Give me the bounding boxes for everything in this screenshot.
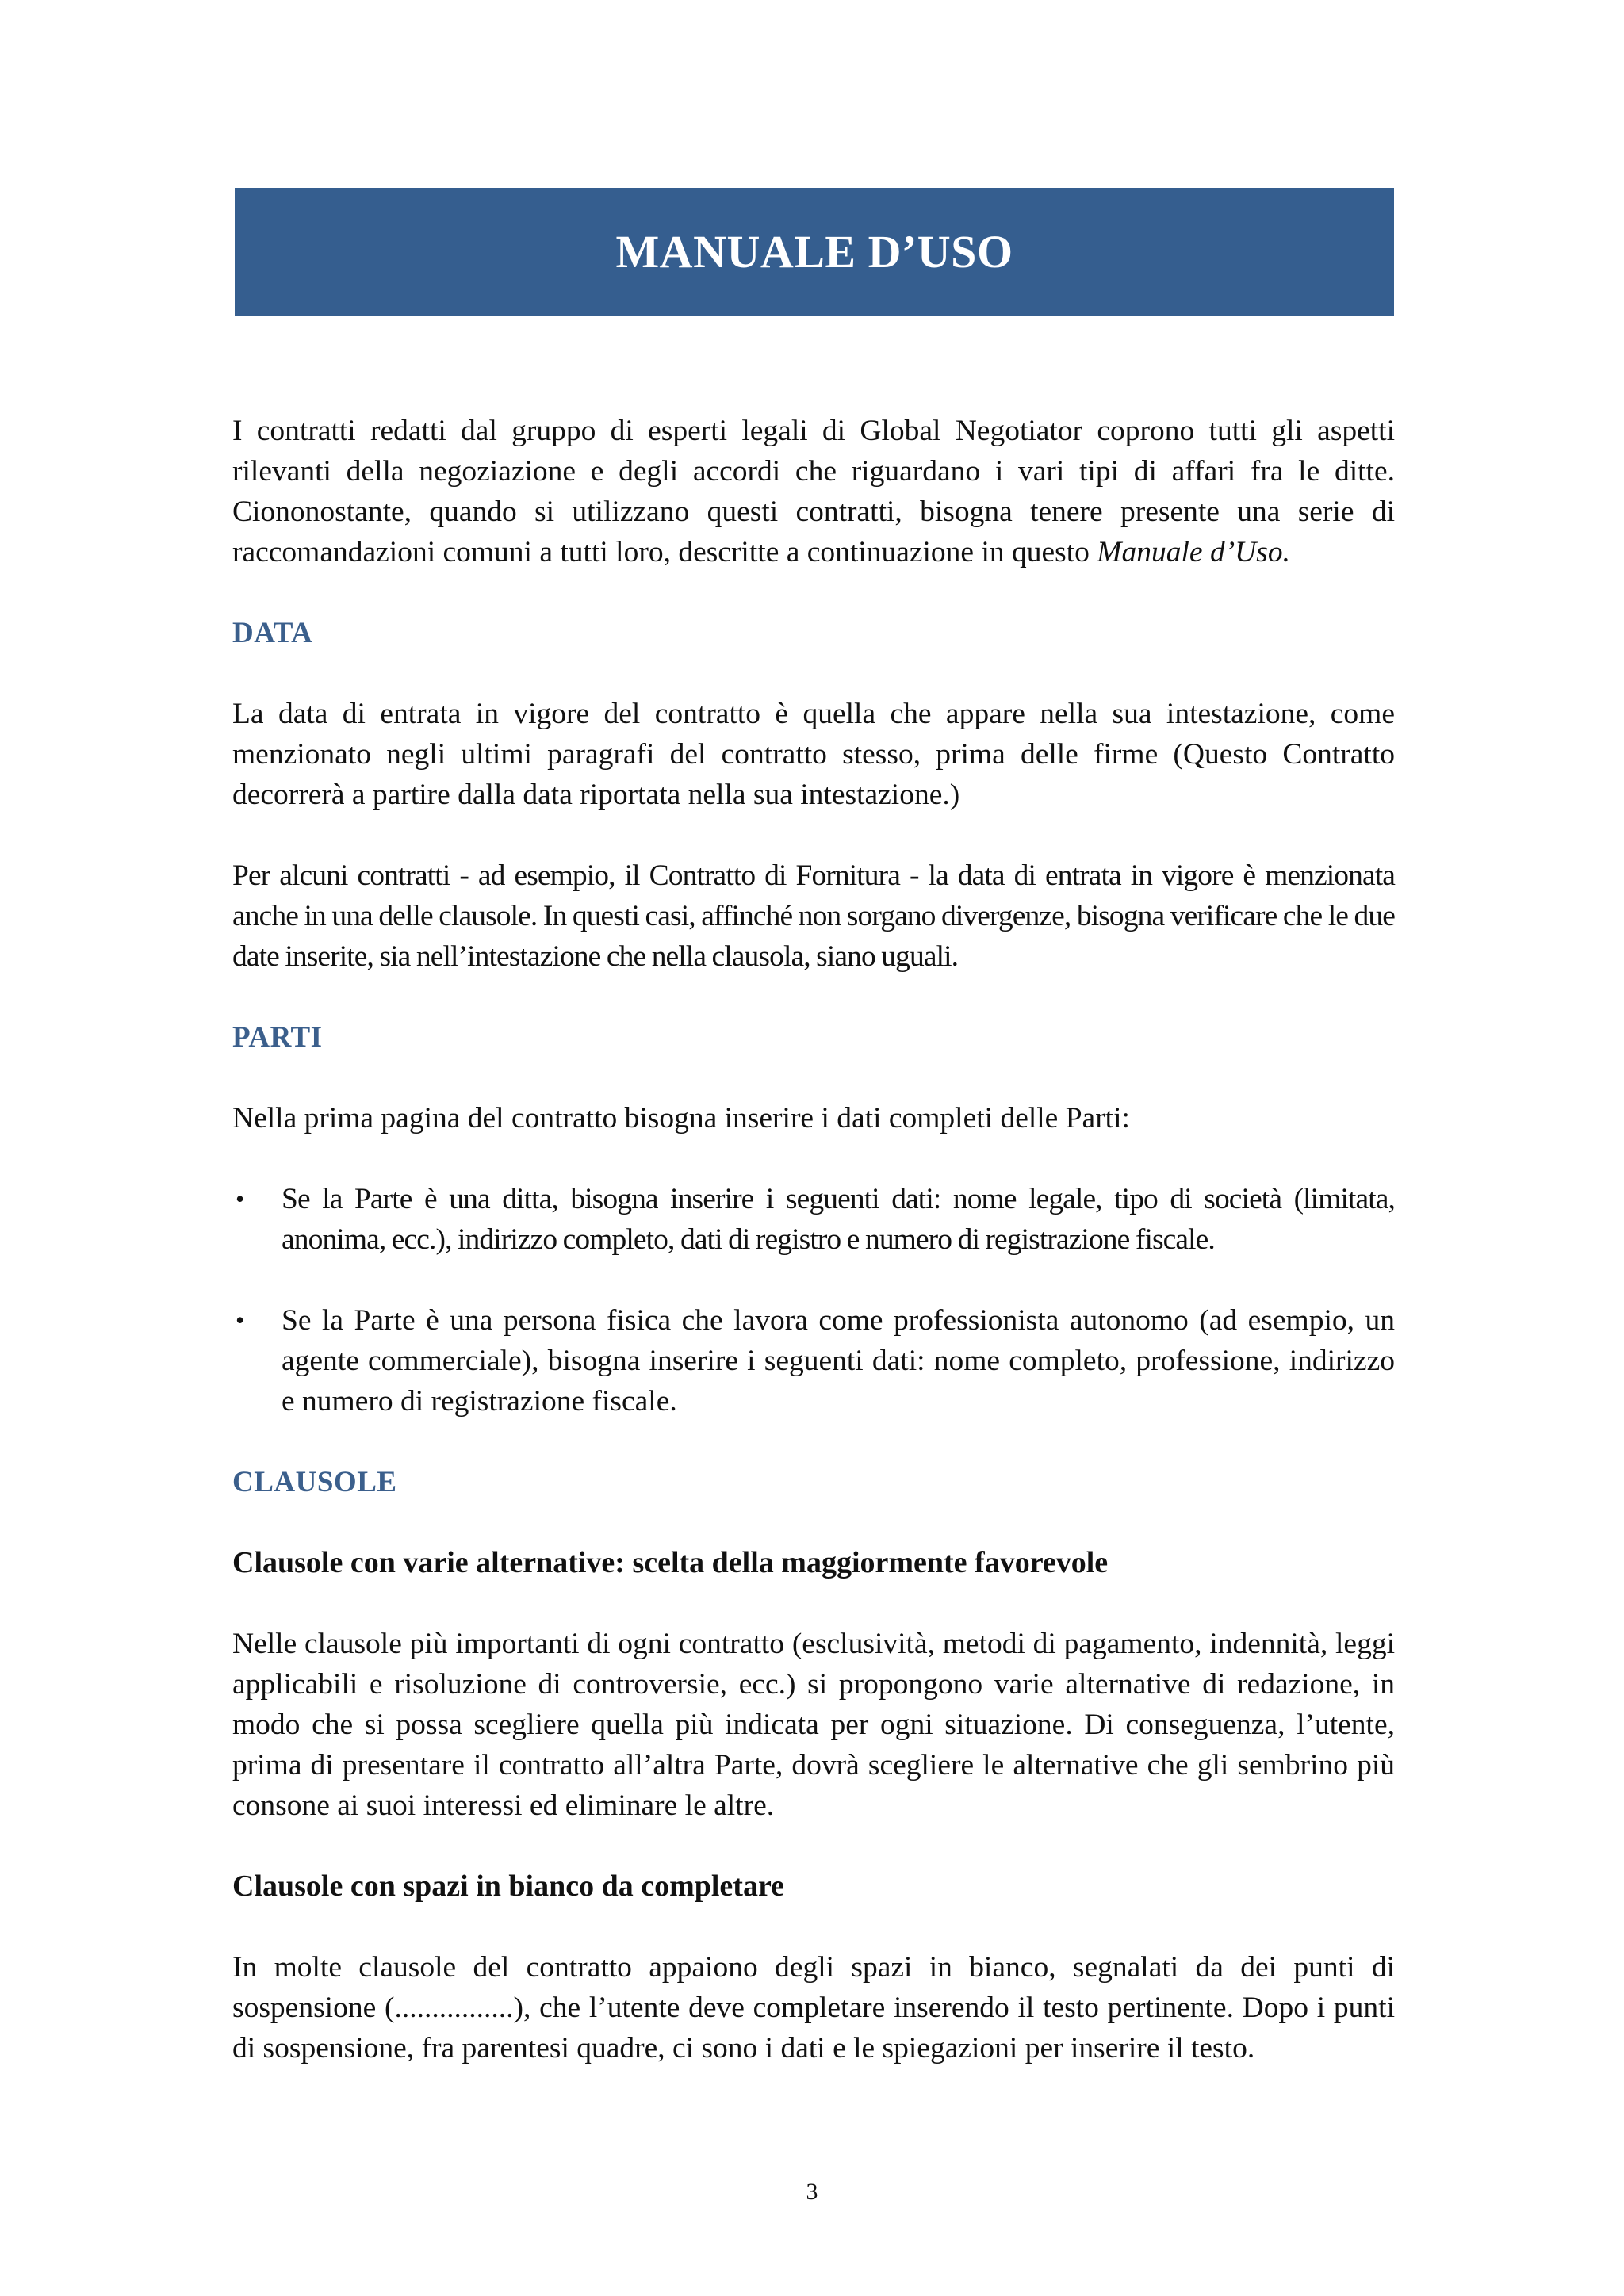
clausole-spazi-paragraph: In molte clausole del contratto appaiono degli spazi in bianco, segnalati da dei punti di sospensione (................), che l’utente deve completare inserendo il testo pertinente. Dopo i punti di sospensione, fra parentesi quadre, ci sono i dati e le spiegazioni per inserire il testo. xyxy=(232,1951,1395,2064)
parti-intro: Nella prima pagina del contratto bisogna inserire i dati completi delle Parti: xyxy=(232,1102,1130,1135)
page-title: MANUALE D’USO xyxy=(615,226,1013,277)
clausole-alternative-paragraph: Nelle clausole più importanti di ogni contratto (esclusività, metodi di pagamento, indennità, leggi applicabili e risoluzione di controversie, ecc.) si propongono varie alternative di redazione, in modo che si possa scegliere quella più indicata per ogni situazione. Di conseguenza, l’utente, prima di presentare il contratto all’altra Parte, dovrà scegliere le alternative che gli sembrino più consone ai suoi interessi ed eliminare le altre. xyxy=(232,1628,1395,1822)
intro-paragraph xyxy=(232,411,1395,572)
subsection-heading-spazi-bianco: Clausole con spazi in bianco da completare xyxy=(232,1869,784,1903)
subsection-heading-alternative: Clausole con varie alternative: scelta della maggiormente favorevole xyxy=(232,1546,1109,1579)
list-item-text: Se la Parte è una ditta, bisogna inserire i seguenti dati: nome legale, tipo di società (limitata, anonima, ecc.), indirizzo completo, dati di registro e numero di registrazione fiscale. xyxy=(282,1183,1395,1256)
section-heading-parti: PARTI xyxy=(232,1021,323,1054)
parti-bullet-list xyxy=(232,1179,1395,1422)
bullet-icon: • xyxy=(236,1306,245,1334)
data-paragraph-1: La data di entrata in vigore del contratto è quella che appare nella sua intestazione, come menzionato negli ultimi paragrafi del contratto stesso, prima delle firme (Questo Contratto decorrerà a partire dalla data riportata nella sua intestazione.) xyxy=(232,698,1395,811)
section-heading-data: DATA xyxy=(232,617,313,649)
list-item xyxy=(232,1179,1395,1260)
bullet-icon: • xyxy=(236,1184,244,1213)
document-body xyxy=(232,411,1395,2068)
list-item xyxy=(232,1300,1395,1422)
page-number: 3 xyxy=(806,2179,818,2205)
intro-text: I contratti redatti dal gruppo di esperti legali di Global Negotiator coprono tutti gli aspetti rilevanti della negoziazione e degli accordi che riguardano i vari tipi di affari fra le ditte. Ciononostante, quando si utilizzano questi contratti, bisogna tenere presente una serie di raccomandazioni comuni a tutti loro, descritte a continuazione in questo xyxy=(232,415,1395,568)
intro-italic-text: Manuale d’Uso. xyxy=(1097,536,1290,568)
data-paragraph-2: Per alcuni contratti - ad esempio, il Contratto di Fornitura - la data di entrata in vigore è menzionata anche in una delle clausole. In questi casi, affinché non sorgano divergenze, bisogna verificare che le due date inserite, sia nell’intestazione che nella clausola, siano uguali. xyxy=(232,859,1395,973)
title-banner xyxy=(235,188,1394,316)
section-heading-clausole: CLAUSOLE xyxy=(232,1466,397,1498)
list-item-text: Se la Parte è una persona fisica che lavora come professionista autonomo (ad esempio, un agente commerciale), bisogna inserire i seguenti dati: nome completo, professione, indirizzo e numero di registrazione fiscale. xyxy=(282,1304,1395,1418)
